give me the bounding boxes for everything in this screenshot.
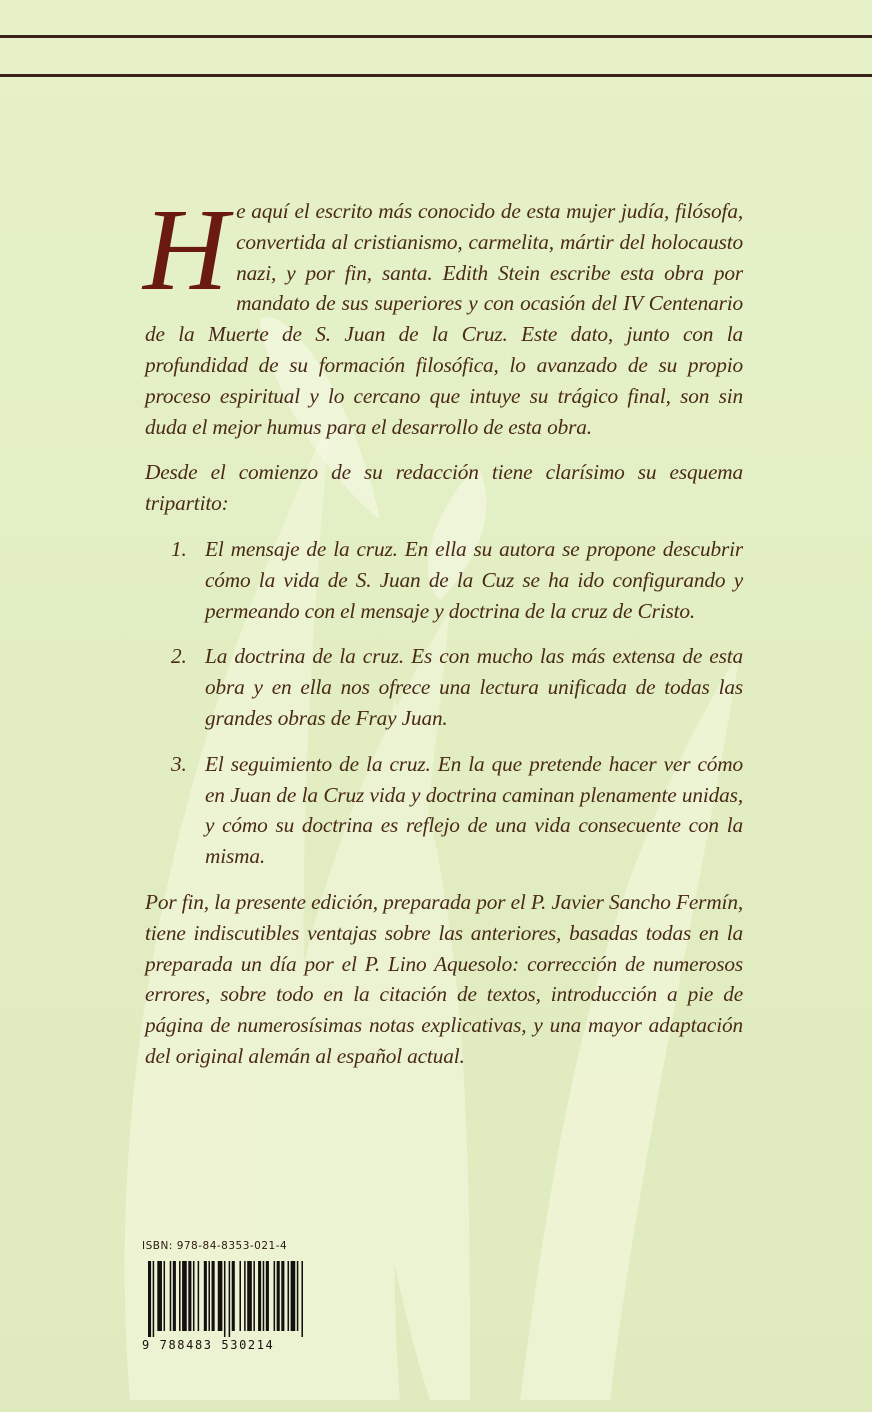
list-text: El mensaje de la cruz. En ella su autora se propone descubrir cómo la vida de S. Juan de la Cuz se ha ido configurando y permeando con el mensaje y doctrina de la cruz de Cristo. [205, 536, 743, 623]
list-item [145, 749, 743, 872]
barcode-bar [164, 1261, 166, 1331]
barcode-bar [148, 1261, 151, 1337]
barcode-bar [291, 1261, 296, 1331]
blurb-text [143, 184, 743, 1072]
barcode-bar [179, 1261, 181, 1331]
scheme-list [145, 534, 743, 872]
barcode-bar [253, 1261, 255, 1331]
barcode-bar [218, 1261, 223, 1331]
barcode-bar [244, 1261, 246, 1331]
top-rule [0, 35, 872, 38]
list-text: El seguimiento de la cruz. En la que pretende hacer ver cómo en Juan de la Cruz vida y doctrina caminan plenamente unidas, y cómo su doctrina es reflejo de una vida consecuente con la misma. [205, 751, 743, 869]
scheme-paragraph: Desde el comienzo de su redacción tiene clarísimo su esquema tripartito: [145, 460, 743, 516]
barcode-bar [198, 1261, 200, 1331]
barcode-block [142, 1240, 342, 1370]
barcode-bar [157, 1261, 162, 1331]
list-number: 3. [171, 751, 187, 776]
barcode-bar [208, 1261, 210, 1331]
barcode-image [142, 1261, 338, 1337]
list-item [145, 534, 743, 626]
barcode-bar [258, 1261, 261, 1331]
barcode-bar [229, 1261, 231, 1337]
drop-cap: H [143, 184, 229, 315]
second-rule [0, 74, 872, 77]
list-number: 2. [171, 644, 187, 669]
barcode-bar [288, 1261, 290, 1331]
barcode-bar [281, 1261, 284, 1331]
list-text: La doctrina de la cruz. Es con mucho las más extensa de esta obra y en ella nos ofrece una lectura unificada de todas las grandes obras de Fray Juan. [205, 644, 743, 730]
edition-paragraph: Por fin, la presente edición, preparada por el P. Javier Sancho Fermín, tiene indiscutibles ventajas sobre las anteriores, basadas todas en la preparada un día por el P. Lino Aquesolo: corrección de numerosos errores, sobre todo en la citación de textos, introducción a pie de página de numerosísimas notas explicativas, y una mayor adaptación del original alemán al español actual. [145, 889, 743, 1068]
barcode-bar [239, 1261, 241, 1331]
barcode-bar [277, 1261, 280, 1331]
barcode-bar [224, 1261, 226, 1337]
barcode-bar [204, 1261, 207, 1331]
barcode-bar [182, 1261, 187, 1331]
barcode-bar [212, 1261, 215, 1331]
barcode-bar [297, 1261, 299, 1331]
intro-text: e aquí el escrito más conocido de esta mujer judía, filósofa, convertida al cristianismo, carmelita, mártir del holocausto nazi, y por fin, santa. Edith Stein escribe esta obra por mandato de sus superiores y con ocasión del IV Centenario de la Muerte de S. Juan de la Cruz. Este dato, junto con la profundidad de su formación filosófica, lo avanzado de su propio proceso espiritual y lo cercano que intuye su trágico final, son sin duda el mejor humus para el desarrollo de esta obra. [145, 199, 743, 439]
barcode-bar [301, 1261, 303, 1337]
list-number: 1. [171, 536, 187, 561]
barcode-digits: 9 788483 530214 [142, 1338, 275, 1352]
barcode-bar [263, 1261, 265, 1331]
barcode-bar [266, 1261, 269, 1331]
barcode-bar [170, 1261, 172, 1331]
barcode-bar [274, 1261, 276, 1331]
barcode-bar [173, 1261, 176, 1331]
barcode-bar [188, 1261, 191, 1331]
barcode-bar [247, 1261, 252, 1331]
barcode-bar [193, 1261, 195, 1331]
barcode-bar [153, 1261, 155, 1337]
barcode-bar [232, 1261, 235, 1331]
list-item [145, 641, 743, 733]
isbn-label: ISBN: 978-84-8353-021-4 [142, 1240, 288, 1252]
intro-paragraph [143, 184, 743, 442]
